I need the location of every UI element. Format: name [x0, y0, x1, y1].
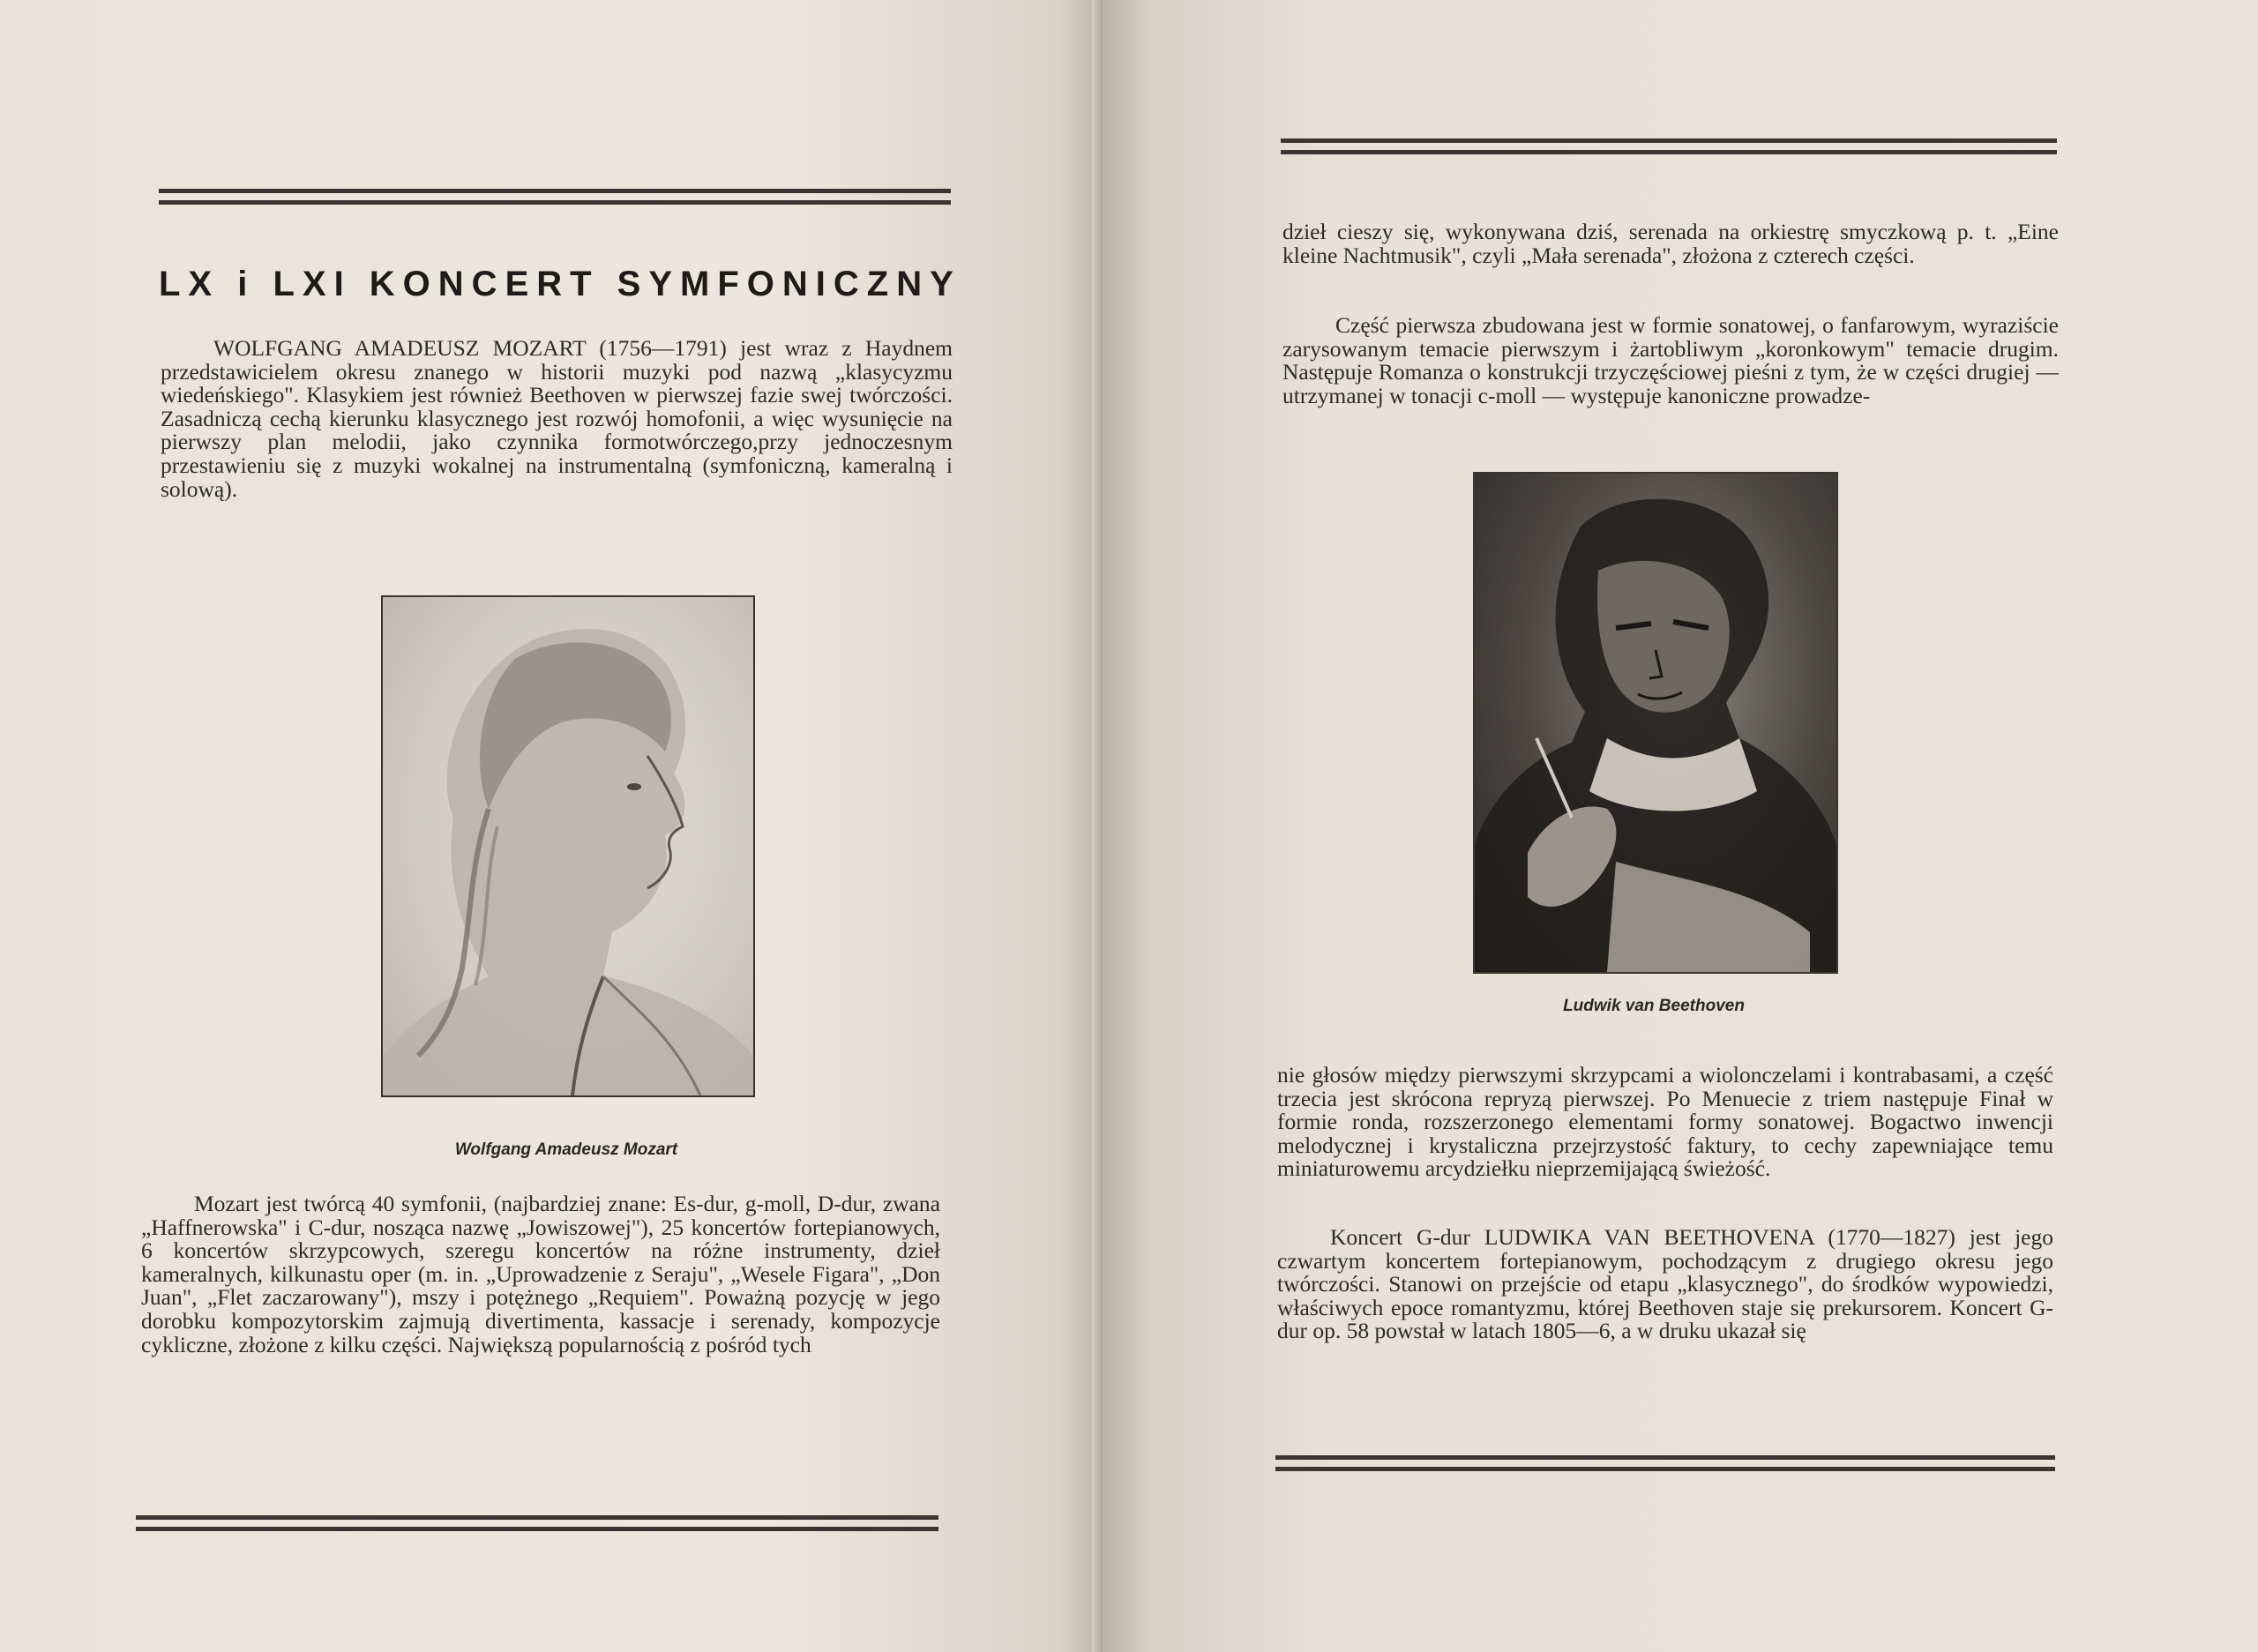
page-title: LX i LXI KONCERT SYMFONICZNY	[159, 265, 961, 303]
continuation-paragraph	[1277, 1064, 2053, 1181]
bottom-rule-left	[136, 1515, 938, 1531]
beethoven-caption: Ludwik van Beethoven	[1563, 997, 1745, 1015]
bottom-rule-right	[1275, 1455, 2055, 1471]
mozart-portrait-drawing	[383, 597, 753, 1095]
top-rule-right	[1281, 138, 2057, 154]
intro-text: WOLFGANG AMADEUSZ MOZART (1756—1791) jest wraz z Haydnem przedstawicielem okresu znanego w historii muzyki pod nazwą „klasycyzmu wiedeńskiego". Klasykiem jest również Beethoven w pierwszej fazie swej twórczości. Zasadniczą cechą kierunku klasycznego jest rozwój homofonii, a więc wysunięcie na pierwszy plan melodii, jako czynnika formotwórczego,przy jednoczesnym przestawieniu się z muzyki wokalnej na instrumentalną (symfoniczną, kameralną i solową).	[161, 335, 953, 502]
beethoven-portrait-drawing	[1475, 474, 1836, 972]
top-text: dzieł cieszy się, wykonywana dziś, serenada na orkiestrę smyczkową p. t. „Eine kleine Nachtmusik", czyli „Mała serenada", złożona z czterech części.	[1282, 219, 2059, 268]
top-paragraph	[1282, 221, 2059, 267]
final-text: Koncert G-dur LUDWIKA VAN BEETHOVENA (1770—1827) jest jego czwartym koncertem fortepianowym, pochodzącym z drugiego okresu jego twórczości. Stanowi on przejście od etapu „klasycznego", do środków wypowiedzi, właściwych epoce romantyzmu, której Beethoven staje się prekursorem. Koncert G-dur op. 58 powstał w latach 1805—6, a w druku ukazał się	[1277, 1224, 2053, 1344]
left-page	[0, 0, 1103, 1652]
second-text: Część pierwsza zbudowana jest w formie sonatowej, o fanfarowym, wyraziście zarysowanym temacie pierwszym i żartobliwym „koronkowym" temacie drugim. Następuje Romanza o konstrukcji trzyczęściowej pieśni z tym, że w części drugiej — utrzymanej w tonacji c-moll — występuje kanoniczne prowadze-	[1282, 312, 2059, 408]
intro-paragraph	[161, 337, 953, 501]
second-paragraph	[1282, 314, 2059, 407]
body-paragraph	[141, 1192, 940, 1357]
body-text: Mozart jest twórcą 40 symfonii, (najbardziej znane: Es-dur, g-moll, D-dur, zwana „Haffnerowska" i C-dur, nosząca nazwę „Jowiszowej"), 25 koncertów fortepianowych, 6 koncertów skrzypcowych, szeregu koncertów na różne instrumenty, dzieł kameralnych, kilkunastu oper (m. in. „Uprowadzenie z Seraju", „Wesele Figara", „Don Juan", „Flet zaczarowany"), mszy i potężnego „Requiem". Poważną pozycję w jego dorobku kompozytorskim zajmują divertimenta, kassacje i serenady, kompozycje cykliczne, złożone z kilku części. Największą popularnością z pośród tych	[141, 1191, 940, 1357]
top-rule-left	[159, 189, 951, 205]
final-paragraph	[1277, 1226, 2053, 1343]
beethoven-portrait	[1473, 472, 1838, 974]
continuation-text: nie głosów między pierwszymi skrzypcami a wiolonczelami i kontrabasami, a część trzecia jest skrócona repryzą pierwszej. Po Menuecie z triem następuje Finał w formie ronda, rozszerzonego elementami formy sonatowej. Bogactwo inwencji melodycznej i krystaliczna przejrzystość faktury, to cechy zapewniające temu miniaturowemu arcydziełku nieprzemijającą świeżość.	[1277, 1062, 2053, 1182]
mozart-portrait	[381, 595, 755, 1097]
mozart-caption: Wolfgang Amadeusz Mozart	[454, 1140, 678, 1159]
